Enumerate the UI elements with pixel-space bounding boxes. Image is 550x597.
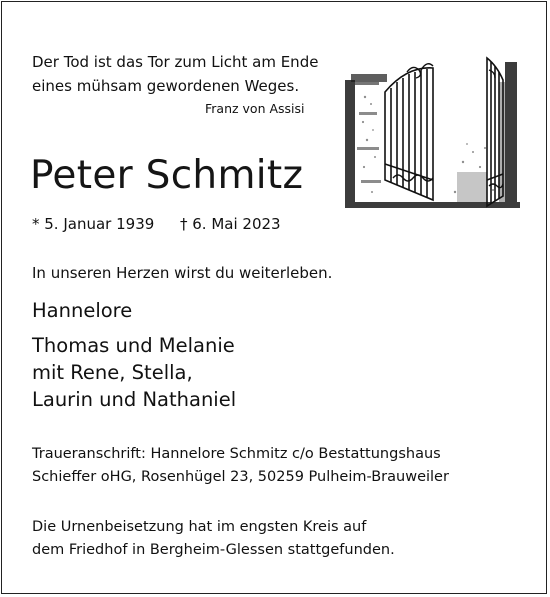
mourner-line: mit Rene, Stella, <box>32 361 193 384</box>
mourner-line: Thomas und Melanie <box>32 334 235 357</box>
open-gate-icon <box>345 52 520 212</box>
quote-line-2: eines mühsam gewordenen Weges. <box>32 77 300 95</box>
birth-date: * 5. Januar 1939 <box>32 215 155 233</box>
mourner-name: Hannelore <box>32 299 133 322</box>
mourner-line: Laurin und Nathaniel <box>32 388 237 411</box>
quote-author: Franz von Assisi <box>205 101 305 116</box>
burial-note-line: Die Urnenbeisetzung hat im engsten Kreis auf <box>32 519 367 535</box>
death-date: † 6. Mai 2023 <box>180 215 281 233</box>
memorial-sentence: In unseren Herzen wirst du weiterleben. <box>32 264 333 282</box>
mourning-address-line: Schieffer oHG, Rosenhügel 23, 50259 Pulheim-Brauweiler <box>32 469 449 485</box>
quote-line-1: Der Tod ist das Tor zum Licht am Ende <box>32 53 319 71</box>
mourning-address-line: Traueranschrift: Hannelore Schmitz c/o Bestattungshaus <box>32 446 441 462</box>
deceased-name: Peter Schmitz <box>30 153 304 198</box>
burial-note-line: dem Friedhof in Bergheim-Glessen stattgefunden. <box>32 542 395 558</box>
